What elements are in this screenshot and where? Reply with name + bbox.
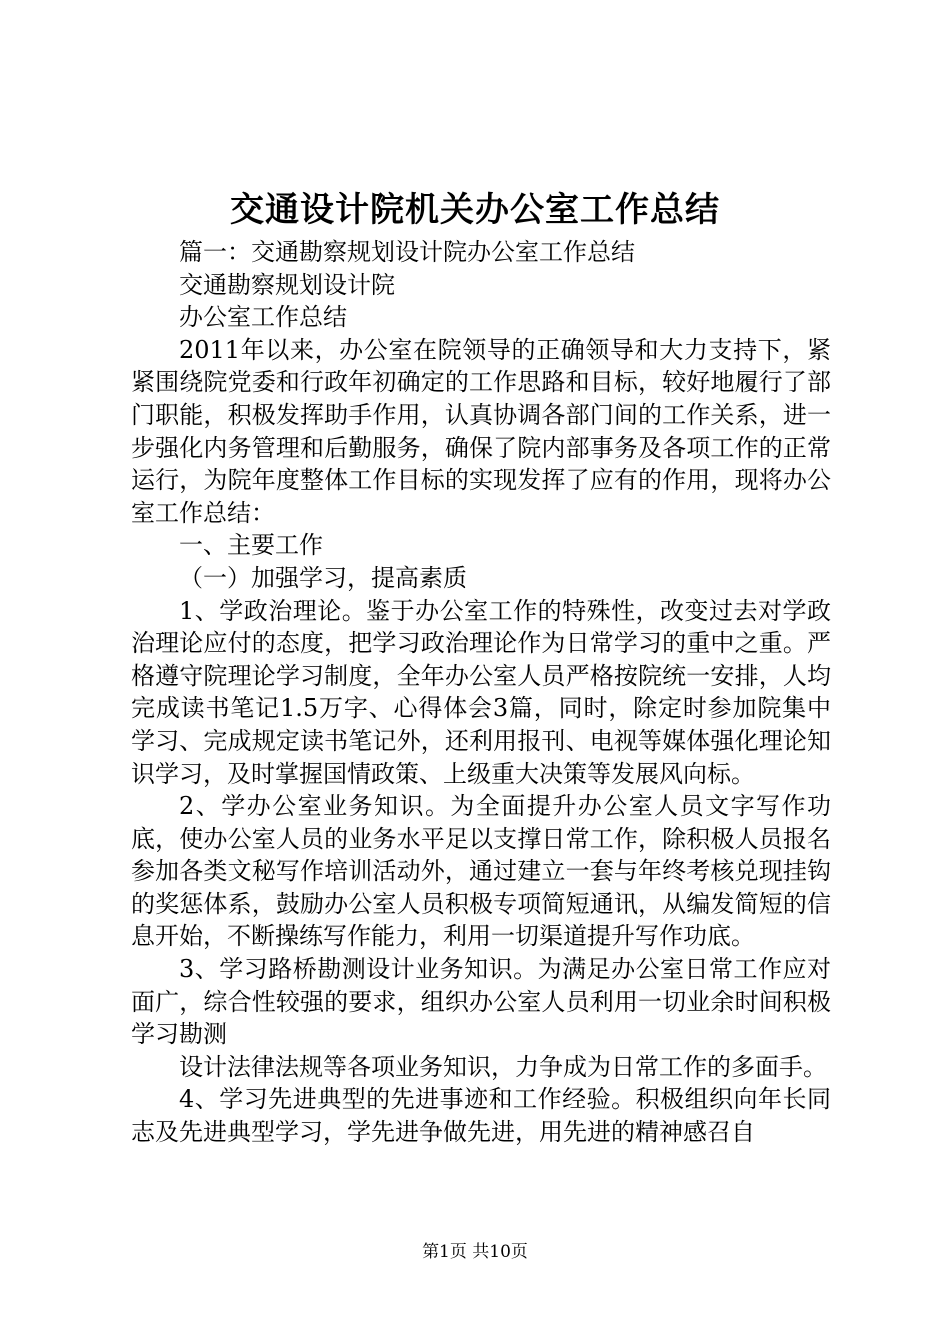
document-title: 交通设计院机关办公室工作总结: [230, 190, 720, 230]
paragraph-report-name: 办公室工作总结: [179, 303, 347, 332]
paragraph-section-heading: 一、主要工作: [179, 531, 323, 560]
paragraph-article-heading: 篇一：交通勘察规划设计院办公室工作总结: [179, 238, 635, 266]
paragraph-item-2: 2、学办公室业务知识。为全面提升办公室人员文字写作功底，使办公室人员的业务水平足以支撑日常工作，除积极人员报名参加各类文秘写作培训活动外，通过建立一套与年终考核兑现挂钩的奖惩体系，鼓励办公室人员积极专项简短通讯，从编发简短的信息开始，不断操练写作能力，利用一切渠道提升写作功底。: [131, 792, 831, 951]
paragraph-item-1: 1、学政治理论。鉴于办公室工作的特殊性，改变过去对学政治理论应付的态度，把学习政治理论作为日常学习的重中之重。严格遵守院理论学习制度，全年办公室人员严格按院统一安排，人均完成读书笔记1.5万字、心得体会3篇，同时，除定时参加院集中学习、完成规定读书笔记外，还利用报刊、电视等媒体强化理论知识学习，及时掌握国情政策、上级重大决策等发展风向标。: [131, 596, 831, 788]
paragraph-org-name: 交通勘察规划设计院: [179, 270, 395, 299]
page-number: 第1页 共10页: [422, 1242, 528, 1262]
paragraph-item-4: 4、学习先进典型的先进事迹和工作经验。积极组织向年长同志及先进典型学习，学先进争做先进，用先进的精神感召自: [131, 1085, 831, 1147]
paragraph-subsection-heading: （一）加强学习，提高素质: [179, 563, 467, 592]
paragraph-item-3: 3、学习路桥勘测设计业务知识。为满足办公室日常工作应对面广，综合性较强的要求，组织办公室人员利用一切业余时间积极学习勘测: [131, 955, 831, 1049]
paragraph-intro: 2011年以来，办公室在院领导的正确领导和大力支持下，紧紧围绕院党委和行政年初确定的工作思路和目标，较好地履行了部门职能，积极发挥助手作用，认真协调各部门间的工作关系，进一步强化内务管理和后勤服务，确保了院内部事务及各项工作的正常运行，为院年度整体工作目标的实现发挥了应有的作用，现将办公室工作总结：: [131, 335, 831, 527]
paragraph-item-3-continued: 设计法律法规等各项业务知识，力争成为日常工作的多面手。: [179, 1052, 827, 1081]
document-body: [131, 236, 831, 1149]
